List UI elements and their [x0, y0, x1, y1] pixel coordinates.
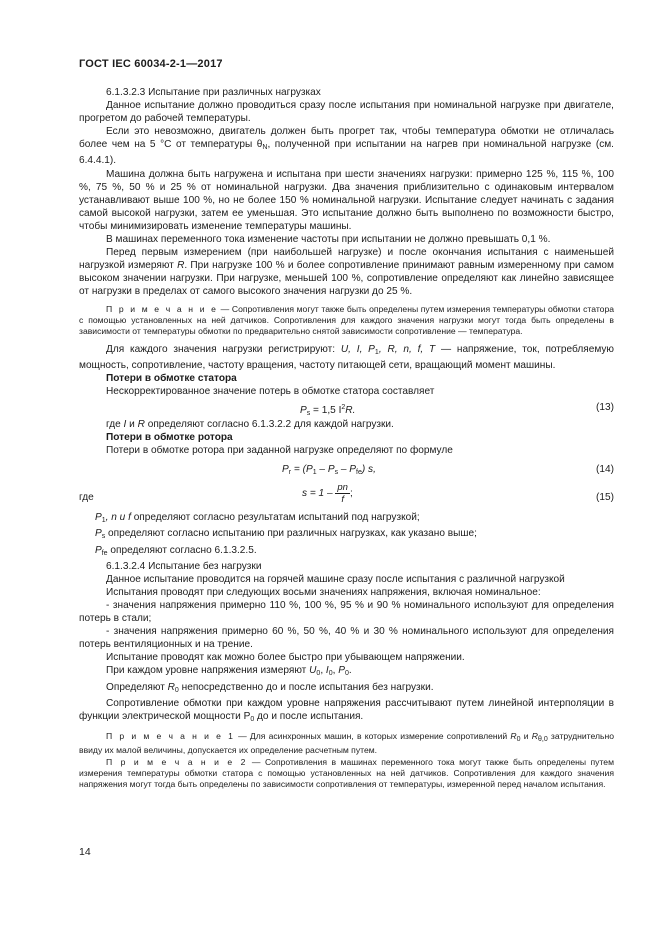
paragraph: Определяют $R_0$ непосредственно до и после испытания без нагрузки.	[106, 681, 434, 694]
subheading-rotor-losses: Потери в обмотке ротора	[106, 432, 233, 444]
where-line: $P_s$ определяют согласно испытанию при различных нагрузках, как указано выше;	[95, 528, 477, 541]
formula-14: $P_r = (P_1 - P_s - P_{fe})$ s, (14)	[282, 464, 614, 477]
list-item: - значения напряжения примерно 110 %, 100 %, 95 % и 90 % номинального используют для определения потерь в стали;	[79, 599, 614, 625]
document-body	[79, 86, 614, 791]
note-1: П р и м е ч а н и е 1 — Для асинхронных машин, в которых измерение сопротивлений $R_0$ и $R_{\theta,0}$ затруднительно ввиду их малой величины, допускается их определение расчетным путем.	[79, 730, 614, 756]
paragraph: где I и R определяют согласно 6.1.3.2.2 для каждой нагрузки.	[106, 419, 394, 431]
formula-number: (14)	[596, 464, 614, 476]
page-number: 14	[79, 846, 91, 858]
paragraph: Потери в обмотке ротора при заданной нагрузке определяют по формуле	[106, 445, 453, 457]
note-2: П р и м е ч а н и е 2 — Сопротивления в машинах переменного тока могут также быть определены путем измерения температуры обмотки статора с помощью установленных на ней датчиков. Сопротивления для каждого значения напряжения могут тогда быть определены по зависимости сопротивления от температуры, измеренной перед началом испытания.	[79, 756, 614, 790]
paragraph: Нескорректированное значение потерь в обмотке статора составляет	[106, 386, 435, 397]
paragraph: Испытание проводят как можно более быстро при убывающем напряжении.	[106, 652, 465, 664]
note: П р и м е ч а н и е — Сопротивления могут также быть определены путем измерения температуры обмотки статора с помощью установленных на ней датчиков. Сопротивления для каждого значения нагрузки могут тогда быть определены в зависимости от температуры обмотки по предварительно снятой зависимости сопротивление — температура.	[79, 303, 615, 337]
paragraph: Данное испытание проводится на горячей машине сразу после испытания с различной нагрузкой	[106, 573, 565, 585]
formula-number: (15)	[596, 492, 614, 504]
paragraph: Для каждого значения нагрузки регистрируют: U, I, $P_1$, R, n, f, T — напряжение, ток, потребляемую мощность, сопротивление, частоту вращения, частоту питающей сети, вращающий момент машины.	[79, 343, 615, 371]
formula-15: где s = 1 – $\frac{pn}{f}$ ; (15)	[79, 482, 614, 506]
paragraph: При каждом уровне напряжения измеряют $U_0$, $I_0$, $P_0$.	[106, 665, 352, 678]
paragraph: В машинах переменного тока изменение частоты при испытании не должно превышать 0,1 %.	[106, 234, 551, 246]
subheading-stator-losses: Потери в обмотке статора	[106, 372, 237, 384]
formula-number: (13)	[596, 402, 614, 414]
formula-13: $P_s = 1,5$ $I^2R$. (13)	[300, 402, 614, 418]
paragraph: Перед первым измерением (при наибольшей нагрузке) и после окончания испытания с наименьшей нагрузкой измеряют R. При нагрузке 100 % и более сопротивление принимают равным измеренному при самом высоком значении нагрузки. При нагрузке, меньшей 100 %, сопротивление определяют как линейно зависящее от нагрузки в пределах от самого высокого значения нагрузки до 25 %.	[79, 247, 614, 298]
where-line: $P_{fe}$ определяют согласно 6.1.3.2.5.	[95, 544, 257, 557]
standard-header: ГОСТ IEC 60034-2-1—2017	[79, 58, 223, 70]
list-item: - значения напряжения примерно 60 %, 50 %, 40 % и 30 % номинального используют для определения потерь вентиляционных и на трение.	[79, 626, 614, 651]
paragraph: Данное испытание должно проводиться сразу после испытания при номинальной нагрузке при двигателе, прогретом до рабочей температуры.	[79, 100, 614, 125]
paragraph: Испытания проводят при следующих восьми значениях напряжения, включая номинальное:	[106, 586, 541, 598]
paragraph: Если это невозможно, двигатель должен быть прогрет так, чтобы температура обмотки не отличалась более чем на 5 °C от температуры $\theta_N$, полученной при испытании на нагрев при номинальной нагрузке (см. 6.4.4.1).	[79, 126, 614, 167]
paragraph: Машина должна быть нагружена и испытана при шести значениях нагрузки: примерно 125 %, 115 %, 100 %, 75 %, 50 % и 25 % от номинальной нагрузки. Два значения приблизительно с одинаковым интервалом устанавливают выше 100 %, но не более 150 % номинальной нагрузки. Испытание следует начинать с задания самой высокой нагрузки, затем ее уменьшая. Это испытание должно быть выполнено по возможности быстро, чтобы минимизировать изменение температуры машины.	[79, 168, 614, 232]
section-heading-6-1-3-2-3: 6.1.3.2.3 Испытание при различных нагрузках	[106, 87, 321, 98]
section-heading-6-1-3-2-4: 6.1.3.2.4 Испытание без нагрузки	[106, 560, 262, 572]
fraction: $\frac{pn}{f}$	[337, 482, 348, 506]
paragraph: Сопротивление обмотки при каждом уровне напряжения рассчитывают путем линейной интерполяции в функции электрической мощности $P_0$ до и после испытания.	[79, 697, 614, 723]
where-line: $P_1$, n и f определяют согласно результатам испытаний под нагрузкой;	[95, 512, 420, 525]
